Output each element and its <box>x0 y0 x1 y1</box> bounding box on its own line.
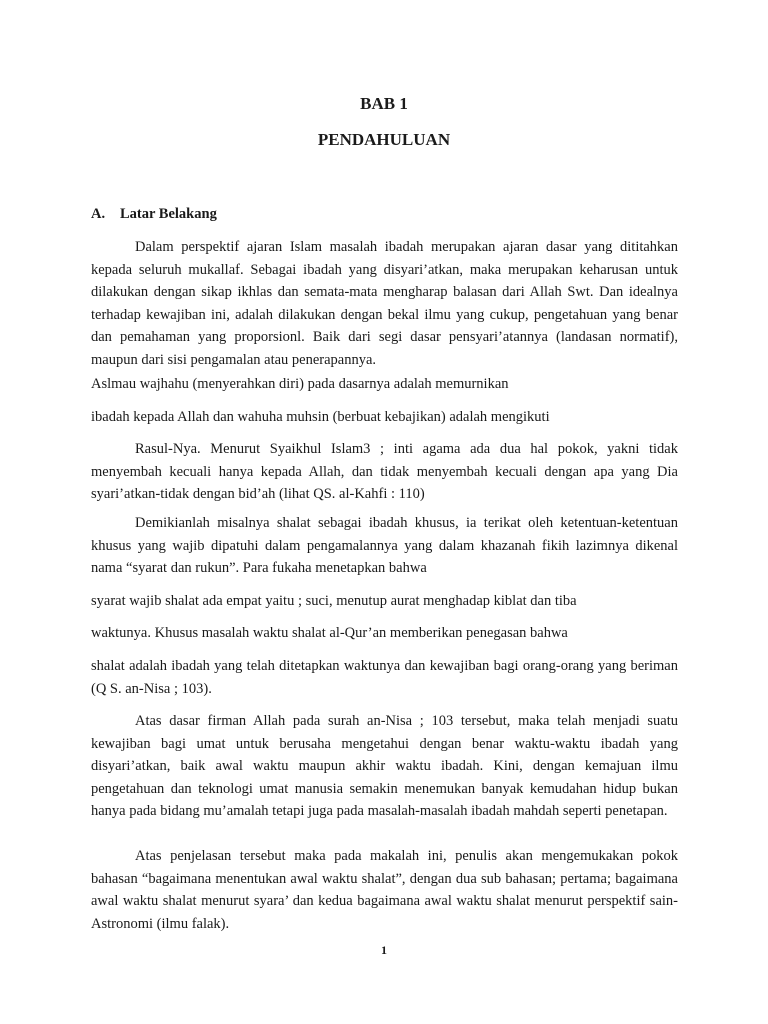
paragraph-5: Demikianlah misalnya shalat sebagai ibadah khusus, ia terikat oleh ketentuan-ketentuan khusus yang wajib dipatuhi dalam pengamalannya yang dalam khazanah fikih lazimnya dikenal nama “syarat dan rukun”. Para fukaha menetapkan bahwa <box>91 515 678 577</box>
paragraph-4: Rasul-Nya. Menurut Syaikhul Islam3 ; inti agama ada dua hal pokok, yakni tidak menyembah kecuali hanya kepada Allah, dan tidak menyembah kecuali dengan apa yang Dia syari’atkan-tidak dengan bid’ah (lihat QS. al-Kahfi : 110) <box>91 441 678 503</box>
paragraph-6: syarat wajib shalat ada empat yaitu ; suci, menutup aurat menghadap kiblat dan tiba <box>91 593 577 609</box>
section-heading <box>91 206 217 223</box>
paragraph-1: Dalam perspektif ajaran Islam masalah ibadah merupakan ajaran dasar yang dititahkan kepada seluruh mukallaf. Sebagai ibadah yang disyari’atkan, maka merupakan keharusan untuk dilakukan dengan sikap ikhlas dan semata-mata mengharap balasan dari Allah Swt. Dan idealnya terhadap kewajiban ini, adalah dilakukan dengan bekal ilmu yang cukup, pengetahuan yang benar dan pemahaman yang proporsionl. Baik dari segi dasar pensyari’atannya (landasan normatif), maupun dari sisi pengamalan atau penerapannya. <box>91 239 678 368</box>
section-title: Latar Belakang <box>120 206 217 222</box>
paragraph-7: waktunya. Khusus masalah waktu shalat al-Qur’an memberikan penegasan bahwa <box>91 625 568 641</box>
paragraph-10: Atas penjelasan tersebut maka pada makalah ini, penulis akan mengemukakan pokok bahasan “bagaimana menentukan awal waktu shalat”, dengan dua sub bahasan; pertama; bagaimana awal waktu shalat menurut syara’ dan kedua bagaimana awal waktu shalat menurut perspektif sain-Astronomi (ilmu falak). <box>91 848 678 932</box>
paragraph-8: shalat adalah ibadah yang telah ditetapkan waktunya dan kewajiban bagi orang-orang yang beriman (Q S. an-Nisa ; 103). <box>91 658 678 697</box>
paragraph-9: Atas dasar firman Allah pada surah an-Nisa ; 103 tersebut, maka telah menjadi suatu kewajiban bagi umat untuk berusaha mengetahui dengan benar waktu-waktu ibadah yang disyari’atkan, baik awal waktu maupun akhir waktu ibadah. Kini, dengan kemajuan ilmu pengetahuan dan teknologi umat manusia semakin menemukan banyak kemudahan hidup bukan hanya pada bidang mu’amalah tetapi juga pada masalah-masalah ibadah mahdah seperti penetapan. <box>91 713 678 820</box>
chapter-label: BAB 1 <box>360 94 408 113</box>
paragraph-3: ibadah kepada Allah dan wahuha muhsin (berbuat kebajikan) adalah mengikuti <box>91 409 550 425</box>
paragraph-2: Aslmau wajhahu (menyerahkan diri) pada dasarnya adalah memurnikan <box>91 376 509 392</box>
page-number: 1 <box>381 943 387 957</box>
section-number: A. <box>91 206 106 222</box>
chapter-title: PENDAHULUAN <box>317 130 451 149</box>
